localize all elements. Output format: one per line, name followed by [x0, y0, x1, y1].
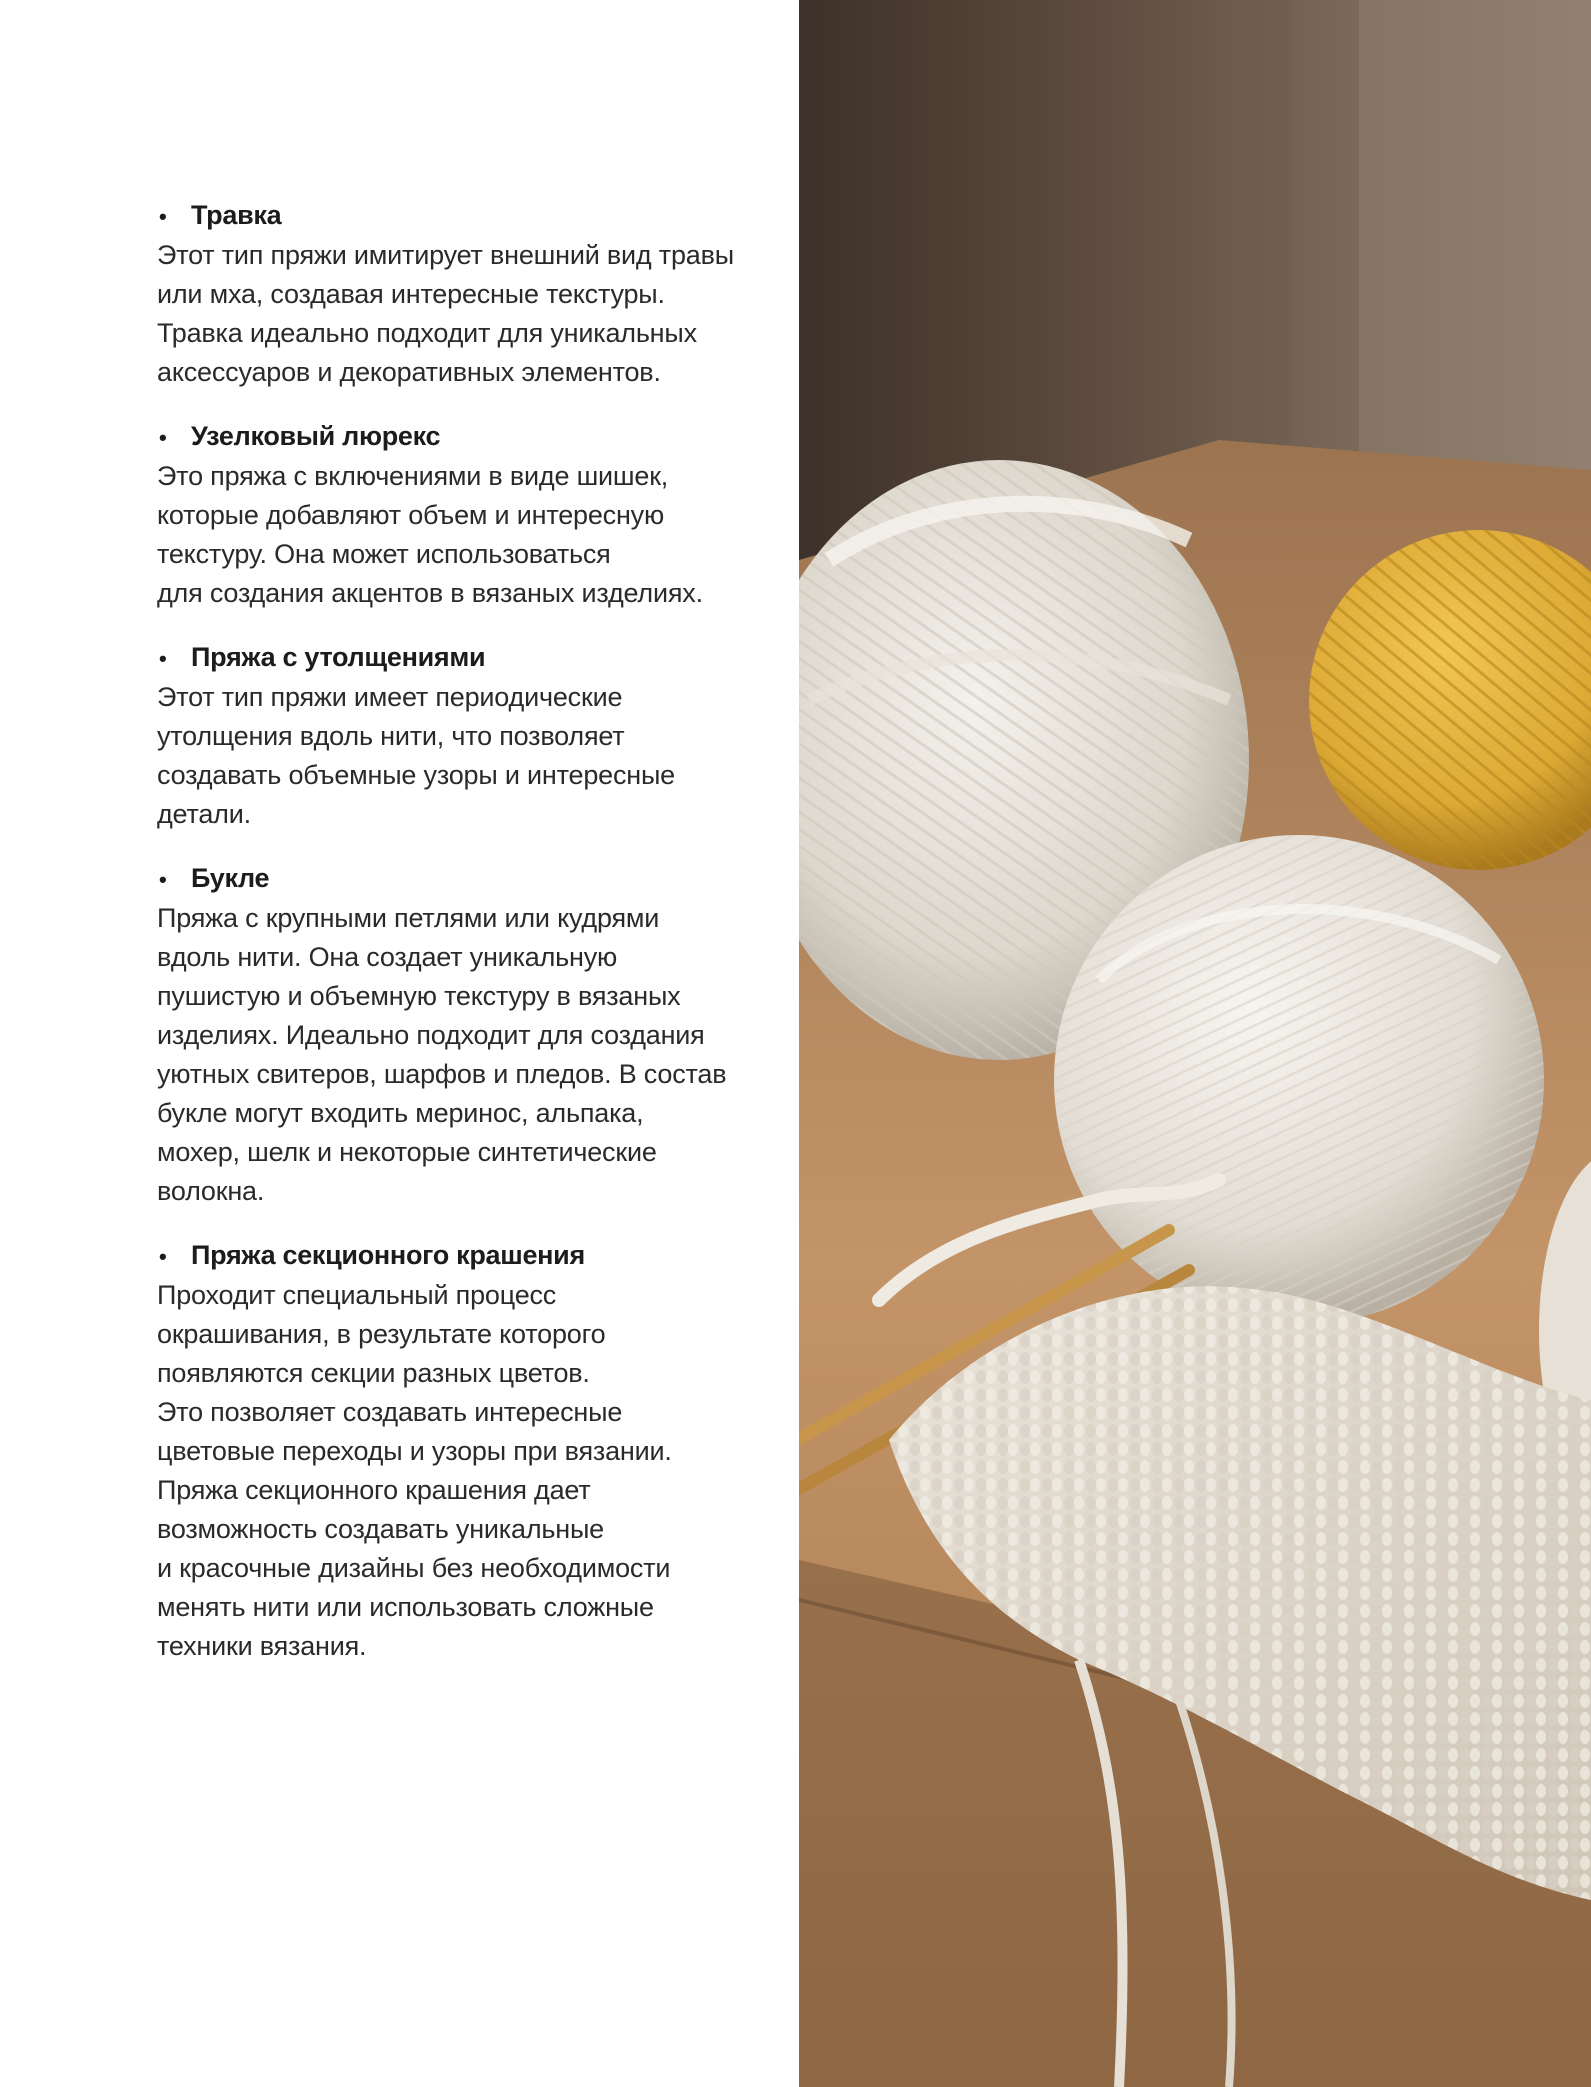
body-line: текстуру. Она может использоваться [157, 539, 611, 569]
body-line: появляются секции разных цветов. [157, 1358, 590, 1388]
body-line: цветовые переходы и узоры при вязании. [157, 1436, 672, 1466]
body-line: Этот тип пряжи имитирует внешний вид травы [157, 240, 734, 270]
entry-title-row [157, 196, 757, 236]
body-line: букле могут входить меринос, альпака, [157, 1098, 644, 1128]
entry-title: Букле [191, 863, 270, 893]
body-line: волокна. [157, 1176, 265, 1206]
body-line: Это пряжа с включениями в виде шишек, [157, 461, 669, 491]
entry-body [157, 678, 757, 834]
body-line: Пряжа секционного крашения дает [157, 1475, 591, 1505]
body-line: вдоль нити. Она создает уникальную [157, 942, 618, 972]
body-line: Этот тип пряжи имеет периодические [157, 682, 623, 712]
yarn-photo [799, 0, 1591, 2087]
body-line: мохер, шелк и некоторые синтетические [157, 1137, 657, 1167]
entry-title-row [157, 417, 757, 457]
entry-title-row [157, 859, 757, 899]
bullet-icon: • [159, 1244, 167, 1269]
entry-title: Травка [191, 200, 282, 230]
body-line: утолщения вдоль нити, что позволяет [157, 721, 625, 751]
entry-body [157, 899, 757, 1211]
body-line: уютных свитеров, шарфов и пледов. В состав [157, 1059, 727, 1089]
yarn-entry-uzelkovyi-lureks [157, 417, 757, 613]
body-line: Проходит специальный процесс [157, 1280, 557, 1310]
yarn-entry-s-utolshcheniyami [157, 638, 757, 834]
body-line: детали. [157, 799, 251, 829]
yarn-entry-sektsionnogo-krasheniya [157, 1236, 757, 1666]
body-line: Это позволяет создавать интересные [157, 1397, 623, 1427]
entry-body [157, 236, 757, 392]
body-line: или мха, создавая интересные текстуры. [157, 279, 665, 309]
body-line: техники вязания. [157, 1631, 367, 1661]
entry-title: Узелковый люрекс [191, 421, 441, 451]
body-line: Травка идеально подходит для уникальных [157, 318, 697, 348]
entry-title-row [157, 1236, 757, 1276]
bullet-icon: • [159, 204, 167, 229]
body-line: Пряжа с крупными петлями или кудрями [157, 903, 660, 933]
body-line: менять нити или использовать сложные [157, 1592, 654, 1622]
body-line: которые добавляют объем и интересную [157, 500, 664, 530]
bullet-icon: • [159, 867, 167, 892]
entry-body [157, 1276, 757, 1666]
bullet-icon: • [159, 425, 167, 450]
body-line: изделиях. Идеально подходит для создания [157, 1020, 705, 1050]
body-line: аксессуаров и декоративных элементов. [157, 357, 661, 387]
yarn-entry-bukle [157, 859, 757, 1211]
yarn-photo-illustration [799, 0, 1591, 2087]
body-line: возможность создавать уникальные [157, 1514, 604, 1544]
entry-title: Пряжа с утолщениями [191, 642, 486, 672]
text-column [157, 196, 757, 1691]
entry-title-row [157, 638, 757, 678]
body-line: для создания акцентов в вязаных изделиях. [157, 578, 703, 608]
yarn-entry-travka [157, 196, 757, 392]
body-line: и красочные дизайны без необходимости [157, 1553, 671, 1583]
body-line: пушистую и объемную текстуру в вязаных [157, 981, 681, 1011]
entry-body [157, 457, 757, 613]
entry-title: Пряжа секционного крашения [191, 1240, 585, 1270]
bullet-icon: • [159, 646, 167, 671]
body-line: создавать объемные узоры и интересные [157, 760, 675, 790]
body-line: окрашивания, в результате которого [157, 1319, 606, 1349]
